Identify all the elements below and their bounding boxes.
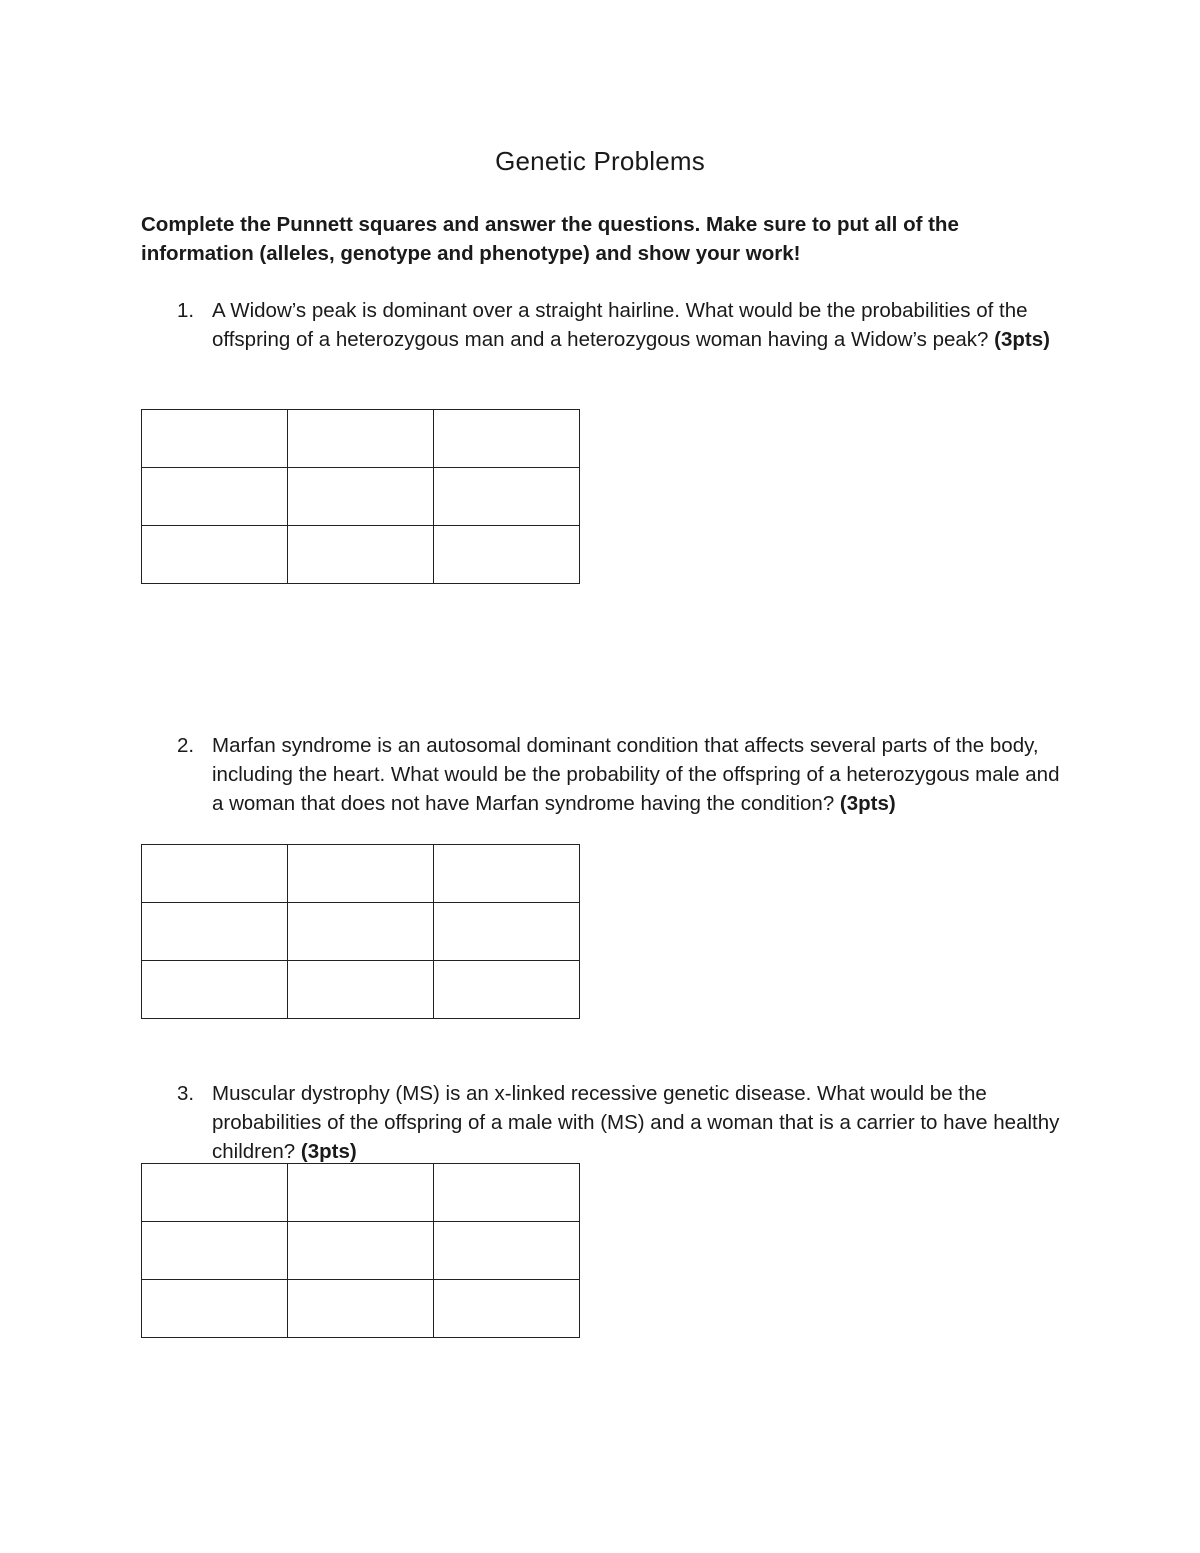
- punnett-cell[interactable]: [288, 903, 434, 961]
- punnett-square-1: [141, 409, 580, 584]
- question-points: (3pts): [994, 328, 1050, 351]
- question-text: [212, 1079, 1071, 1166]
- punnett-cell[interactable]: [434, 1280, 580, 1338]
- punnett-cell[interactable]: [434, 468, 580, 526]
- punnett-cell[interactable]: [434, 961, 580, 1019]
- punnett-cell[interactable]: [142, 526, 288, 584]
- punnett-cell[interactable]: [288, 1280, 434, 1338]
- punnett-cell[interactable]: [142, 410, 288, 468]
- punnett-cell[interactable]: [142, 903, 288, 961]
- punnett-cell[interactable]: [142, 845, 288, 903]
- punnett-cell[interactable]: [142, 468, 288, 526]
- question-number: 1.: [177, 299, 195, 322]
- punnett-cell[interactable]: [434, 1164, 580, 1222]
- punnett-cell[interactable]: [288, 468, 434, 526]
- page-title: Genetic Problems: [495, 146, 705, 176]
- instructions: Complete the Punnett squares and answer the questions. Make sure to put all of the information (alleles, genotype and phenotype) and show your work!: [141, 213, 959, 265]
- punnett-square-3: [141, 1163, 580, 1338]
- punnett-cell[interactable]: [434, 410, 580, 468]
- question-3: [141, 1079, 1071, 1166]
- punnett-cell[interactable]: [142, 1280, 288, 1338]
- punnett-cell[interactable]: [434, 1222, 580, 1280]
- question-points: (3pts): [300, 1140, 357, 1163]
- punnett-cell[interactable]: [288, 410, 434, 468]
- punnett-cell[interactable]: [288, 845, 434, 903]
- question-number: 3.: [177, 1082, 195, 1105]
- punnett-cell[interactable]: [142, 1164, 288, 1222]
- punnett-cell[interactable]: [434, 526, 580, 584]
- question-number: 2.: [177, 734, 195, 757]
- question-body: Muscular dystrophy (MS) is an x-linked recessive genetic disease. What would be the probabilities of the offspring of a male with (MS) and a woman that is a carrier to have healthy children?: [212, 1082, 1060, 1163]
- punnett-cell[interactable]: [288, 526, 434, 584]
- punnett-cell[interactable]: [288, 1164, 434, 1222]
- question-text: [212, 296, 1071, 354]
- punnett-square-2: [141, 844, 580, 1019]
- question-1: [141, 296, 1071, 354]
- punnett-cell[interactable]: [142, 961, 288, 1019]
- punnett-cell[interactable]: [434, 845, 580, 903]
- question-body: Marfan syndrome is an autosomal dominant condition that affects several parts of the body, including the heart. What would be the probability of the offspring of a heterozygous male and a woman that does not have Marfan syndrome having the condition?: [212, 734, 1060, 815]
- punnett-cell[interactable]: [142, 1222, 288, 1280]
- question-text: [212, 731, 1071, 818]
- question-2: [141, 731, 1071, 818]
- punnett-cell[interactable]: [434, 903, 580, 961]
- punnett-cell[interactable]: [288, 1222, 434, 1280]
- punnett-cell[interactable]: [288, 961, 434, 1019]
- question-body: A Widow’s peak is dominant over a straight hairline. What would be the probabilities of the offspring of a heterozygous man and a heterozygous woman having a Widow’s peak?: [212, 299, 1028, 351]
- question-points: (3pts): [839, 792, 896, 815]
